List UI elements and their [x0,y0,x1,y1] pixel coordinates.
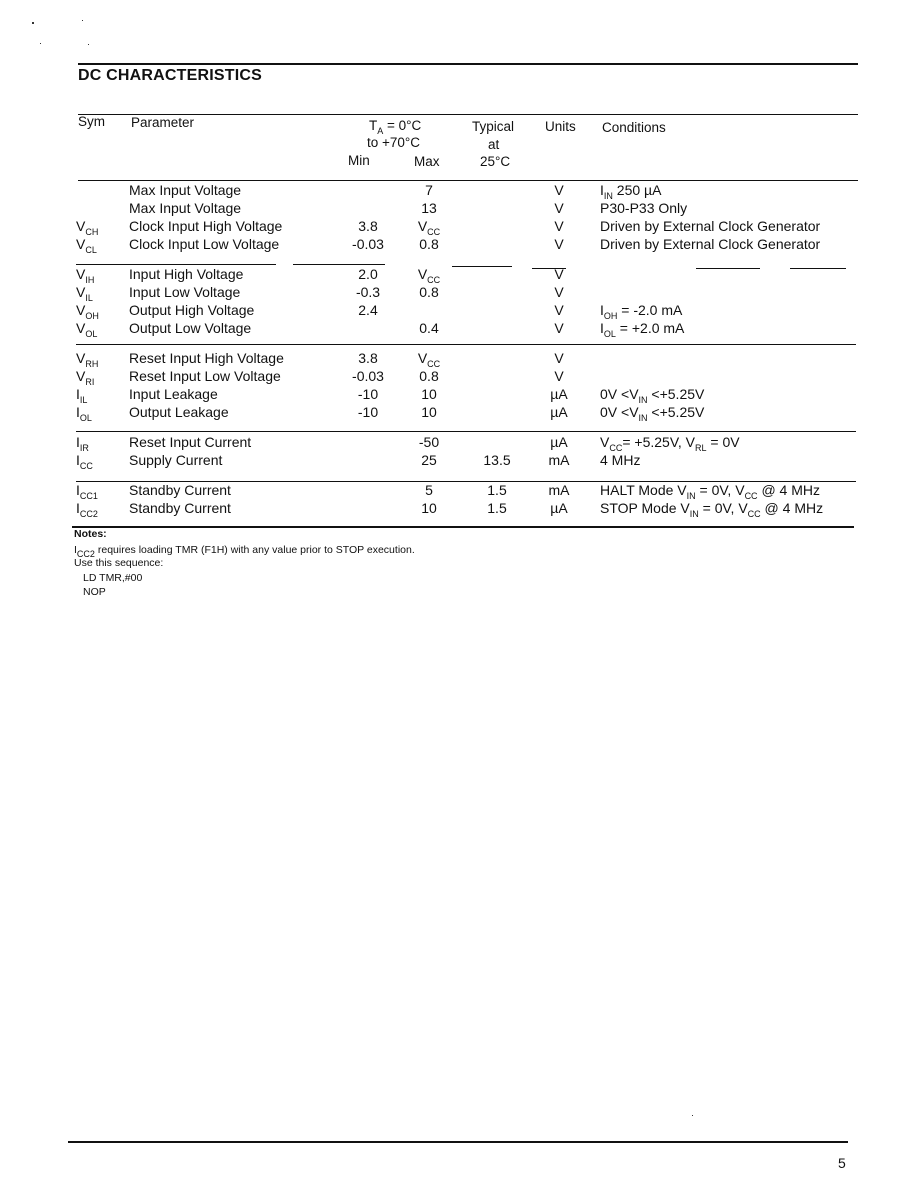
row-symbol: $V_{RH}$ [76,350,99,369]
row-parameter: Output Low Voltage [129,320,252,336]
top-rule [78,63,858,65]
row-conditions: $0V <V_{IN} <+5.25V$ [600,404,705,423]
scan-speck [82,20,83,21]
row-parameter: Standby Current [129,500,231,516]
row-parameter: Reset Input Low Voltage [129,368,281,384]
row-max: $V_{CC}$ [417,266,441,285]
row-symbol: $V_{CL}$ [76,236,97,255]
group-rule [76,431,856,432]
row-conditions: $I_{IN}$ 250 µA [600,182,662,201]
scan-speck [32,22,34,24]
row-symbol: $I_{IR}$ [76,434,89,453]
row-symbol: $V_{CH}$ [76,218,99,237]
row-parameter: Clock Input High Voltage [129,218,283,234]
row-min: -10 [357,386,379,402]
row-max: 0.4 [419,320,439,336]
row-units: mA [548,452,570,468]
row-parameter: Max Input Voltage [129,200,242,216]
row-symbol: $V_{OL}$ [76,320,98,339]
header-min: Min [348,153,370,168]
header-conditions: Conditions [602,120,666,135]
row-max: 13 [421,200,437,216]
row-max: 25 [421,452,437,468]
row-units: µA [550,386,568,402]
row-symbol: $I_{OL}$ [76,404,92,423]
row-max: 10 [421,404,437,420]
header-typical-at: at [488,137,500,152]
row-units: V [554,182,564,198]
row-parameter: Input Low Voltage [129,284,241,300]
row-conditions: $I_{OL} = +2.0$ mA [600,320,685,339]
row-units: µA [550,434,568,450]
row-typical: 13.5 [483,452,511,468]
row-conditions: $0V <V_{IN} <+5.25V$ [600,386,705,405]
page-number: 5 [838,1155,846,1171]
row-units: V [554,350,564,366]
note-line: $I_{CC2}$ requires loading TMR (F1H) with any value prior to STOP execution. [74,544,415,559]
group-rule [293,264,385,265]
row-typical: 1.5 [487,500,507,516]
row-units: mA [548,482,570,498]
row-max: 7 [425,182,433,198]
row-max: 0.8 [419,284,439,300]
row-conditions: HALT Mode $V_{IN} = 0V$, $V_{CC}$ @ 4 MHz [600,482,821,501]
row-max: -50 [418,434,440,450]
row-symbol: $V_{IL}$ [76,284,93,303]
row-conditions: Driven by External Clock Generator [600,218,821,234]
row-symbol: $V_{OH}$ [76,302,99,321]
row-symbol: $I_{CC1}$ [76,482,98,501]
header-max: Max [414,154,440,169]
footer-rule [68,1141,848,1143]
row-units: V [554,320,564,336]
table-bottom-rule [72,526,854,528]
row-min: -0.3 [355,284,381,300]
row-parameter: Input Leakage [129,386,218,402]
header-typical: Typical [472,119,515,134]
row-max: 0.8 [419,368,439,384]
row-symbol: $V_{IH}$ [76,266,95,285]
row-units: µA [550,404,568,420]
row-units: V [554,200,564,216]
row-max: $V_{CC}$ [417,350,441,369]
row-parameter: Reset Input Current [129,434,252,450]
header-parameter: Parameter [131,115,195,130]
row-min: 2.4 [358,302,378,318]
row-units: V [554,284,564,300]
row-units: V [554,236,564,252]
row-conditions: $V_{CC}= +5.25V$, $V_{RL} = 0V$ [600,434,740,453]
row-units: V [554,266,564,282]
row-parameter: Clock Input Low Voltage [129,236,280,252]
note-code-line: NOP [83,586,106,598]
header-temp-range-line2: to +70°C [367,135,421,150]
row-symbol: $I_{CC2}$ [76,500,98,519]
row-parameter: Standby Current [129,482,231,498]
group-rule [452,266,512,267]
row-symbol: $I_{CC}$ [76,452,93,471]
group-rule [76,264,276,265]
note-line: Use this sequence: [74,557,164,569]
row-units: V [554,302,564,318]
row-conditions: 4 MHz [600,452,641,468]
note-code-line: LD TMR,#00 [83,572,143,584]
group-rule [696,268,760,269]
row-conditions: STOP Mode $V_{IN} = 0V$, $V_{CC}$ @ 4 MHz [600,500,824,519]
row-min: 3.8 [358,218,378,234]
row-parameter: Output Leakage [129,404,229,420]
row-parameter: Reset Input High Voltage [129,350,284,366]
page-title: DC CHARACTERISTICS [78,67,263,84]
row-conditions: $I_{OH} = -2.0$ mA [600,302,683,321]
row-parameter: Supply Current [129,452,223,468]
row-symbol: $V_{RI}$ [76,368,95,387]
row-units: V [554,368,564,384]
row-max: 10 [421,500,437,516]
row-parameter: Max Input Voltage [129,182,242,198]
row-min: 3.8 [358,350,378,366]
title-rule [78,114,858,115]
group-rule [790,268,846,269]
row-min: -0.03 [352,236,384,252]
row-conditions: P30-P33 Only [600,200,688,216]
row-min: 2.0 [358,266,378,282]
row-units: µA [550,500,568,516]
row-symbol: $I_{IL}$ [76,386,88,405]
header-temp-range: $T_A = 0^\circ C$ [369,118,422,136]
row-max: 10 [421,386,437,402]
header-units: Units [545,119,576,134]
row-parameter: Input High Voltage [129,266,244,282]
header-rule [78,180,858,181]
row-conditions: Driven by External Clock Generator [600,236,821,252]
scan-speck [692,1115,693,1116]
row-max: 0.8 [419,236,439,252]
row-min: -0.03 [352,368,384,384]
row-parameter: Output High Voltage [129,302,255,318]
row-max: $V_{CC}$ [417,218,441,237]
group-rule [76,344,856,345]
header-sym: Sym [78,114,105,129]
row-max: 5 [425,482,433,498]
notes-title: Notes: [74,528,107,540]
header-typical-temp: 25°C [480,154,511,169]
row-typical: 1.5 [487,482,507,498]
scan-speck [40,43,41,44]
scan-speck [88,44,89,45]
row-units: V [554,218,564,234]
row-min: -10 [357,404,379,420]
